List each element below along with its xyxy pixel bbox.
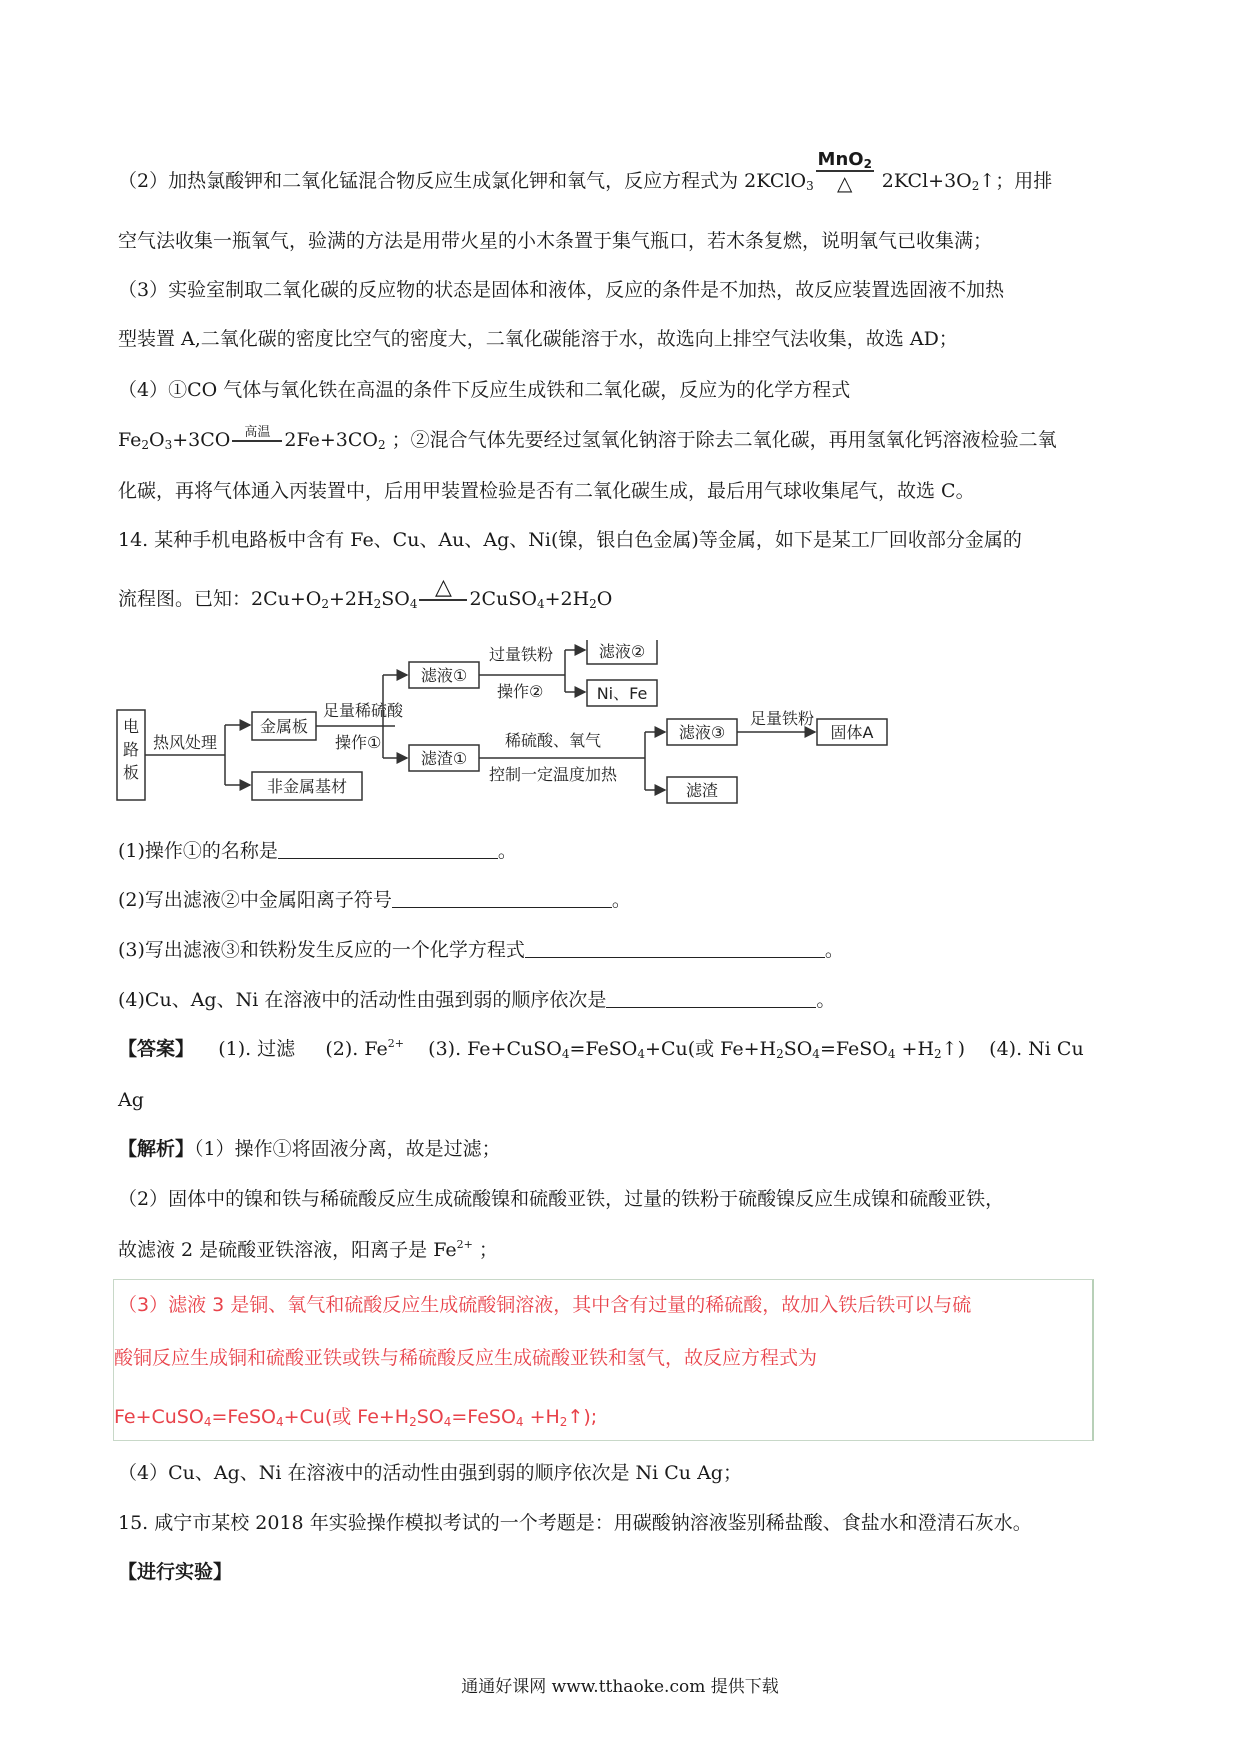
q14-sub3 [118, 937, 844, 963]
analysis-p4-line1: （4）①CO 气体与氧化铁在高温的条件下反应生成铁和二氧化碳，反应为的化学方程式 [118, 379, 851, 401]
sub: 4 [536, 597, 545, 611]
acid-o2-label: 稀硫酸、氧气 [505, 731, 602, 750]
answer-blank[interactable] [525, 937, 825, 958]
filter-residue1-label: 滤渣① [420, 749, 468, 768]
text: ↑；用排 [979, 170, 1053, 192]
metal-plate-label: 金属板 [259, 717, 309, 736]
q14-line1: 14. 某种手机电路板中含有 Fe、Cu、Au、Ag、Ni(镍，银白色金属)等金属，如下是某工厂回收部分金属的 [118, 529, 1022, 551]
residue-label: 滤渣 [685, 781, 719, 800]
sub: 4 [561, 1047, 570, 1061]
text: （1）操作①将固液分离，故是过滤； [194, 1138, 501, 1160]
heat-symbol: △ [837, 171, 853, 195]
text: ↑) [941, 1038, 965, 1060]
sub: 2 [971, 179, 980, 193]
text: ↑); [567, 1406, 598, 1428]
text: 故滤液 2 是硫酸亚铁溶液，阳离子是 Fe [118, 1239, 457, 1261]
text: +H [523, 1406, 560, 1428]
explain-e2-line1: （2）固体中的镍和铁与稀硫酸反应生成硫酸镍和硫酸亚铁，过量的铁粉于硫酸镍反应生成镍和硫酸亚铁， [118, 1188, 1005, 1210]
text: (2). Fe [325, 1038, 388, 1060]
text: +3CO [172, 429, 231, 451]
text: Fe [118, 429, 142, 451]
text: 。 [497, 840, 517, 862]
sub: 4 [515, 1415, 524, 1429]
sub: 2 [559, 1415, 568, 1429]
nonmetal-label: 非金属基材 [266, 777, 348, 796]
text: 。 [611, 889, 631, 911]
hot-air-label: 热风处理 [153, 733, 218, 752]
q14-sub1 [118, 838, 517, 864]
sub: 2 [589, 597, 597, 611]
text: SO [416, 1406, 444, 1428]
sub: 3 [164, 438, 173, 452]
sub: 2 [141, 438, 150, 452]
answer-blank[interactable] [606, 987, 816, 1008]
heat-symbol: △ [435, 575, 452, 600]
high-temp-condition [232, 426, 282, 442]
text: =FeSO [569, 1038, 638, 1060]
footer: 通通好课网 www.tthaoke.com 提供下载 [461, 1677, 779, 1697]
sub: 3 [806, 179, 814, 193]
q15-line1: 15. 咸宁市某校 2018 年实验操作模拟考试的一个考题是：用碳酸钠溶液鉴别稀盐酸、食盐水和澄清石灰水。 [118, 1512, 1032, 1534]
reaction-condition [816, 150, 874, 194]
text: SO [783, 1038, 813, 1060]
sub: 2 [373, 597, 382, 611]
sub: 2 [409, 1415, 417, 1429]
catalyst-sub: 2 [863, 157, 872, 171]
circuit-board-char1: 电 [122, 717, 140, 736]
explain-e4: （4）Cu、Ag、Ni 在溶液中的活动性由强到弱的顺序依次是 Ni Cu Ag； [118, 1462, 742, 1484]
sub: 4 [812, 1047, 820, 1061]
text: (4). Ni Cu [989, 1038, 1084, 1060]
sub: 2 [377, 438, 386, 452]
text: (3). Fe+CuSO [428, 1038, 562, 1060]
text: 2KCl+3O [875, 170, 972, 192]
condition-bar [232, 440, 282, 442]
sup: 2+ [456, 1238, 473, 1251]
circuit-board-char2: 路 [122, 740, 140, 759]
q14-sub4 [118, 987, 835, 1013]
sub: 2 [321, 597, 330, 611]
text: SO [381, 588, 410, 610]
acid-label: 足量稀硫酸 [323, 701, 404, 720]
text: +Cu(或 Fe+H [283, 1406, 410, 1428]
text: 2CuSO [469, 588, 537, 610]
text: (2)写出滤液②中金属阳离子符号 [118, 889, 392, 911]
text: O [149, 429, 165, 451]
answer-blank[interactable] [392, 887, 612, 908]
text: 2Fe+3CO [284, 429, 378, 451]
text: Fe+CuSO [114, 1406, 204, 1428]
text: +2H [329, 588, 374, 610]
text: 。 [824, 939, 844, 961]
sub: 4 [637, 1047, 646, 1061]
analysis-p3-line2: 型装置 A,二氧化碳的密度比空气的密度大，二氧化碳能溶于水，故选向上排空气法收集，故选 AD； [118, 328, 958, 350]
analysis-p4-line3: 化碳，再将气体通入丙装置中，后用甲装置检验是否有二氧化碳生成，最后用气球收集尾气，故选 C。 [118, 480, 975, 502]
explain-e2-line2 [118, 1237, 498, 1263]
ni-fe-label: Ni、Fe [596, 684, 648, 703]
catalyst-text: MnO [817, 149, 864, 170]
sub: 4 [443, 1415, 452, 1429]
q14-line2 [118, 575, 613, 612]
high-temp-text: 高温 [244, 425, 271, 440]
text: +H [895, 1038, 935, 1060]
answer-blank[interactable] [278, 838, 498, 859]
explain-line1 [118, 1136, 501, 1162]
text: (1)操作①的名称是 [118, 840, 278, 862]
analysis-p2-line2: 空气法收集一瓶氧气，验满的方法是用带火星的小木条置于集气瓶口，若木条复燃，说明氧气已收集满； [118, 230, 993, 252]
sub: 2 [934, 1047, 942, 1061]
text: O [596, 588, 613, 610]
heat-condition [419, 577, 467, 601]
catalyst [816, 150, 874, 170]
text: =FeSO [211, 1406, 276, 1428]
text: =FeSO [451, 1406, 516, 1428]
filtrate3-label: 滤液③ [678, 723, 726, 742]
text: (4)Cu、Ag、Ni 在溶液中的活动性由强到弱的顺序依次是 [118, 989, 607, 1011]
text: (3)写出滤液③和铁粉发生反应的一个化学方程式 [118, 939, 525, 961]
text: ；②混合气体先要经过氢氧化钠溶于除去二氧化碳，再用氢氧化钙溶液检验二氧 [385, 429, 1057, 451]
q15-section: 【进行实验】 [118, 1561, 233, 1583]
sub: 4 [275, 1415, 284, 1429]
solid-a-label: 固体A [830, 723, 874, 742]
heat-control-label: 控制一定温度加热 [489, 765, 618, 784]
text: 。 [816, 989, 836, 1011]
highlighted-explanation [113, 1279, 1094, 1441]
op1-label: 操作① [335, 733, 382, 752]
excess-fe-label: 过量铁粉 [489, 645, 554, 664]
explain-e3-line1: （3）滤液 3 是铜、氧气和硫酸反应生成硫酸铜溶液，其中含有过量的稀硫酸，故加入铁后铁可以与硫 [118, 1294, 972, 1316]
text: (1). 过滤 [218, 1038, 296, 1060]
analysis-p2-line1 [118, 149, 1053, 195]
circuit-board-char3: 板 [122, 763, 140, 782]
op2-label: 操作② [497, 682, 544, 701]
explain-e3-formula [114, 1402, 597, 1429]
enough-fe-label: 足量铁粉 [750, 709, 815, 728]
filtrate2-label: 滤液② [598, 642, 646, 661]
sub: 4 [887, 1047, 896, 1061]
text: =FeSO [819, 1038, 888, 1060]
text: +2H [544, 588, 590, 610]
recycling-flowchart [115, 640, 995, 820]
explain-label: 【解析】 [118, 1138, 195, 1160]
sub: 4 [203, 1415, 212, 1429]
sub: 2 [776, 1047, 784, 1061]
explain-e3-line2: 酸铜反应生成铜和硫酸亚铁或铁与稀硫酸反应生成硫酸亚铁和氢气，故反应方程式为 [114, 1347, 818, 1369]
filtrate1-label: 滤液① [420, 666, 468, 685]
q14-sub2 [118, 887, 631, 913]
answer-label: 【答案】 [118, 1038, 195, 1060]
answer-line [118, 1036, 1084, 1062]
sub: 4 [409, 597, 418, 611]
sup: 2+ [387, 1037, 404, 1050]
text: ； [472, 1239, 498, 1261]
analysis-p4-line2 [118, 427, 1057, 453]
text: （2）加热氯酸钾和二氧化锰混合物反应生成氯化钾和氧气，反应方程式为 2KClO [118, 170, 807, 192]
answer-cont: Ag [118, 1089, 144, 1111]
analysis-p3-line1: （3）实验室制取二氧化碳的反应物的状态是固体和液体，反应的条件是不加热，故反应装置选固液不加热 [118, 279, 1005, 301]
text: +Cu(或 Fe+H [645, 1038, 777, 1060]
text: 流程图。已知：2Cu+O [118, 588, 322, 610]
